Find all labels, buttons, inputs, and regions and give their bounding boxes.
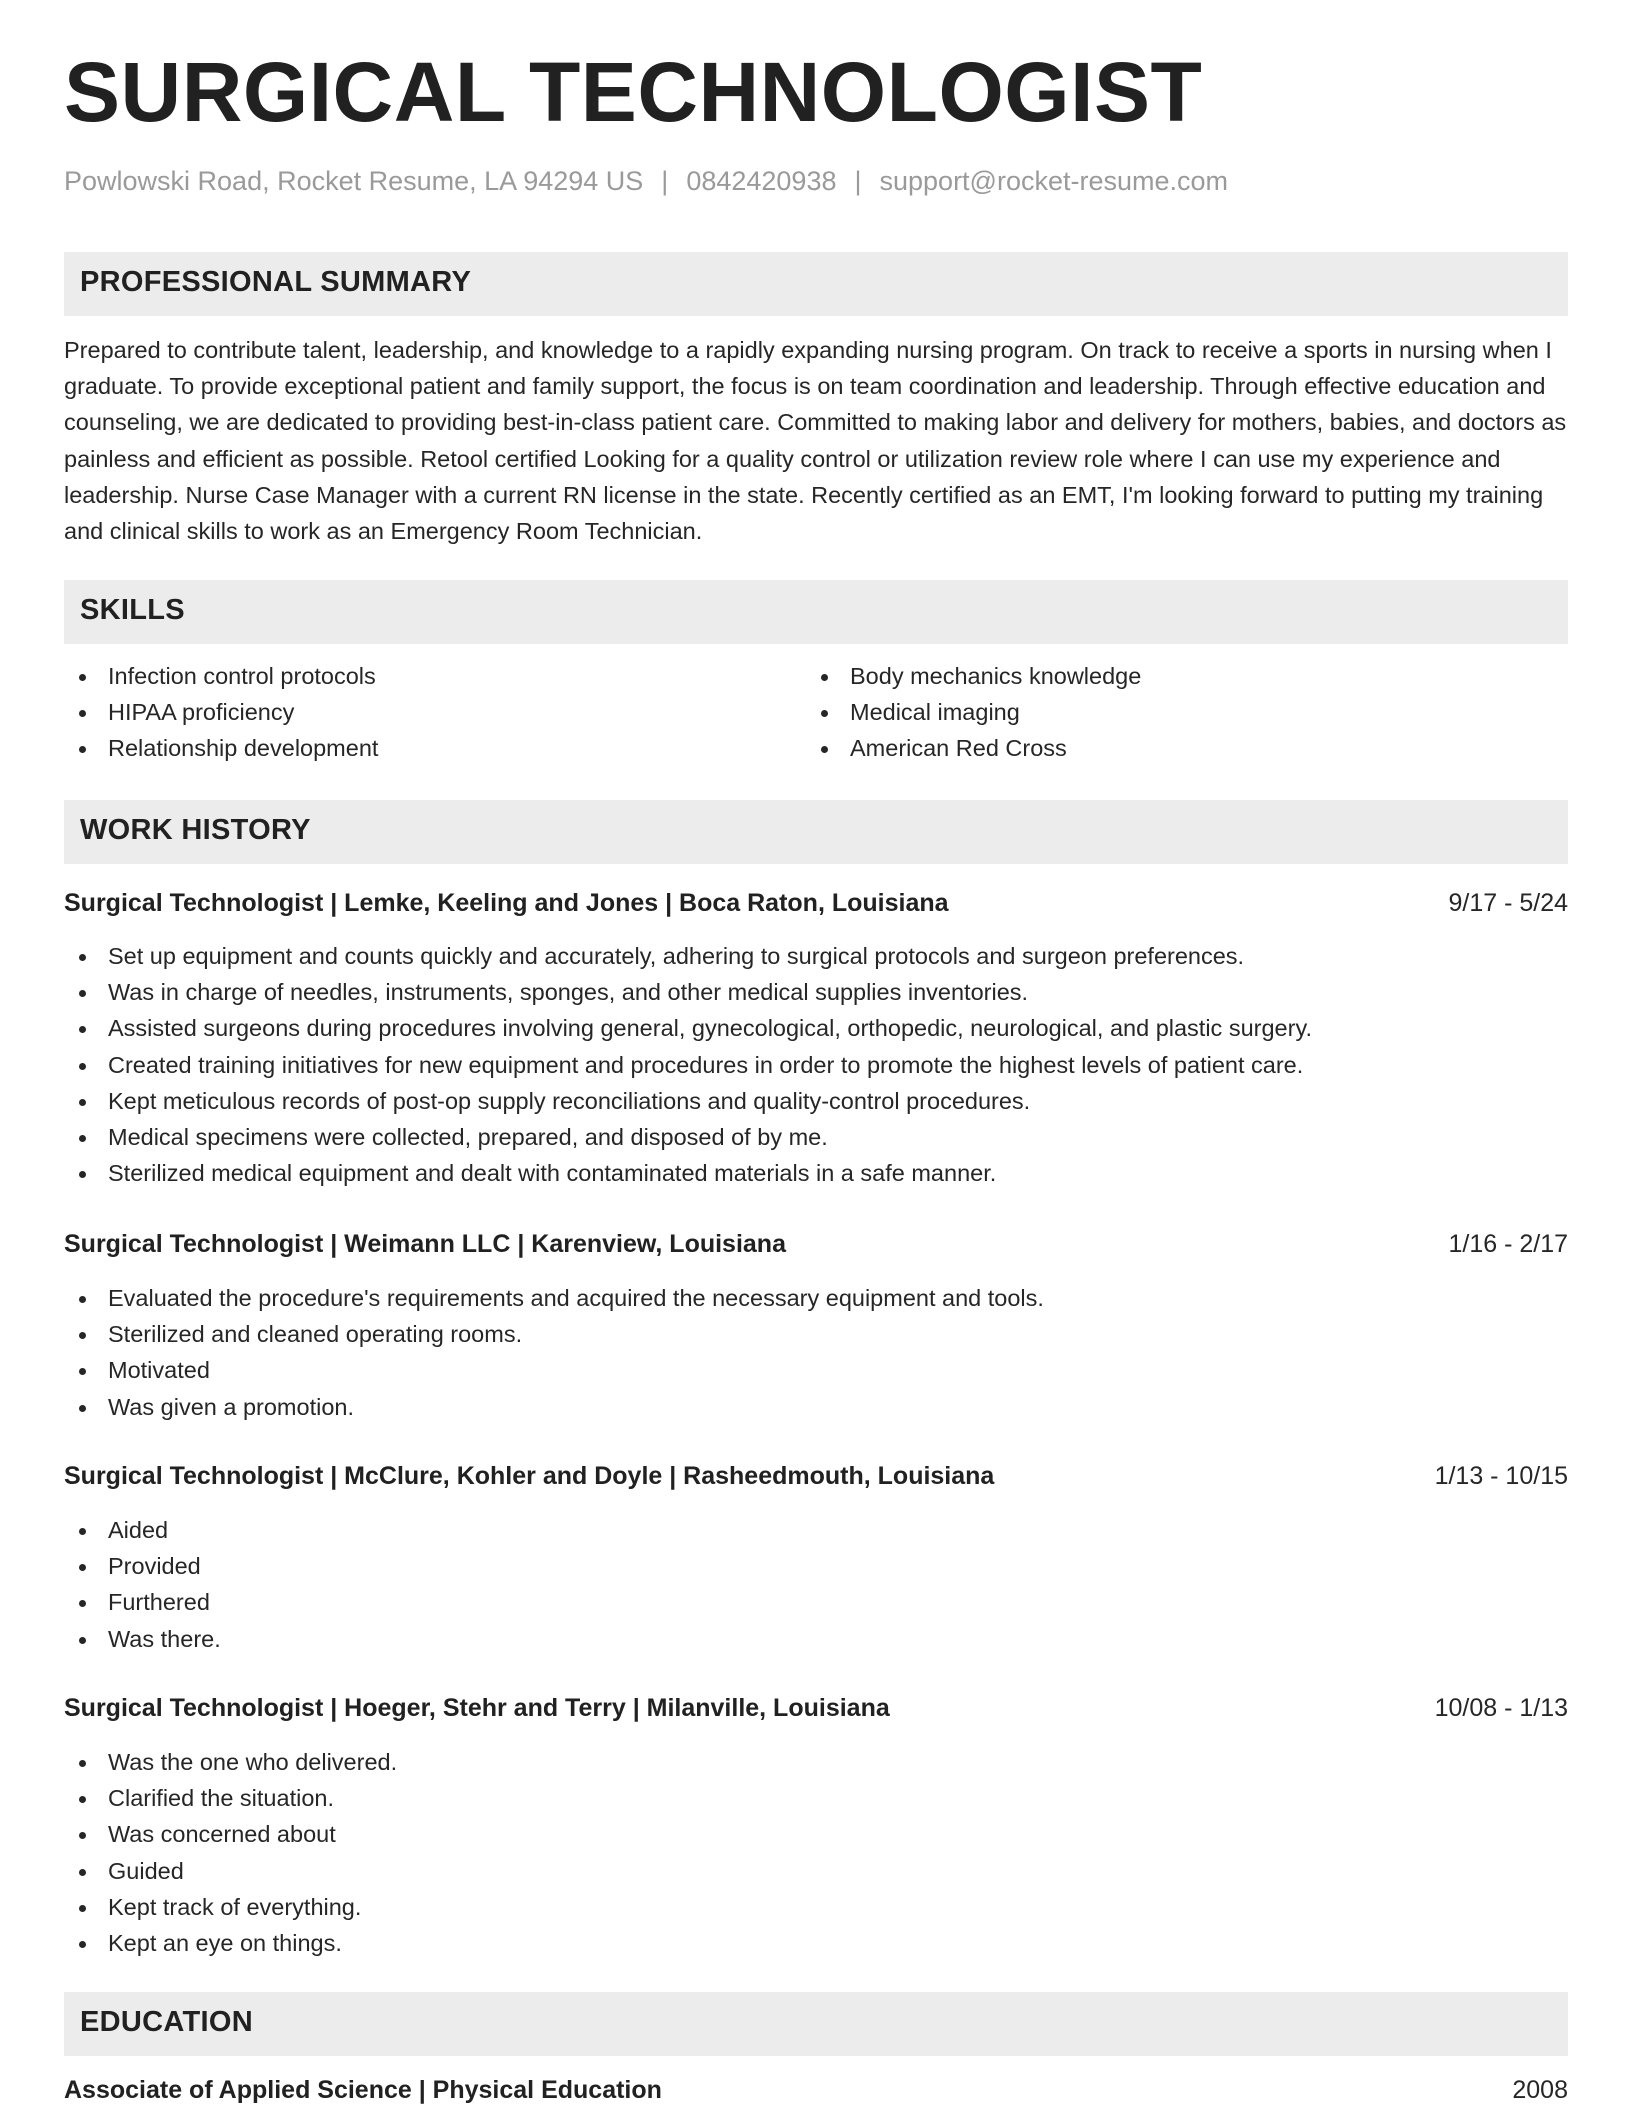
skills-list-right (806, 658, 1546, 767)
job-title: Surgical Technologist | Weimann LLC | Karenview, Louisiana (64, 1230, 786, 1258)
job-dates: 10/08 - 1/13 (1434, 1694, 1568, 1722)
job-duty: Evaluated the procedure's requirements and acquired the necessary equipment and tools. (64, 1280, 1044, 1316)
education-degree: Associate of Applied Science | Physical Education (64, 2076, 662, 2104)
job-title: Surgical Technologist | Lemke, Keeling and Jones | Boca Raton, Louisiana (64, 889, 949, 917)
job-duty: Kept track of everything. (64, 1889, 397, 1925)
work-heading: WORK HISTORY (80, 814, 311, 846)
education-row (64, 2078, 1568, 2103)
job-duties-list (64, 938, 1312, 1191)
job-duty: Was the one who delivered. (64, 1744, 397, 1780)
job-duty: Medical specimens were collected, prepared, and disposed of by me. (64, 1119, 1312, 1155)
skill-item: Relationship development (64, 730, 804, 766)
skill-item: Medical imaging (806, 694, 1546, 730)
skill-item: Body mechanics knowledge (806, 658, 1546, 694)
job-dates: 9/17 - 5/24 (1448, 889, 1568, 917)
skill-item: Infection control protocols (64, 658, 804, 694)
skills-list-left (64, 658, 804, 767)
job-title: Surgical Technologist | McClure, Kohler and Doyle | Rasheedmouth, Louisiana (64, 1462, 995, 1490)
job-duty: Was given a promotion. (64, 1389, 1044, 1425)
job-duty: Was in charge of needles, instruments, sponges, and other medical supplies inventories. (64, 974, 1312, 1010)
job-duty: Furthered (64, 1584, 221, 1620)
skills-column-right (806, 658, 1546, 767)
job-duties-list (64, 1512, 221, 1657)
job-duties-list (64, 1280, 1044, 1425)
skills-heading: SKILLS (80, 594, 185, 626)
job-duty: Assisted surgeons during procedures involving general, gynecological, orthopedic, neurological, and plastic surgery. (64, 1010, 1312, 1046)
candidate-name: SURGICAL TECHNOLOGIST (64, 45, 1203, 139)
job-duty: Kept an eye on things. (64, 1925, 397, 1961)
job-title-row (64, 1232, 1568, 1257)
skills-column-left (64, 658, 804, 767)
job-duty: Was concerned about (64, 1816, 397, 1852)
skill-item: American Red Cross (806, 730, 1546, 766)
contact-address: Powlowski Road, Rocket Resume, LA 94294 US (64, 166, 644, 196)
education-section-header (64, 1992, 1568, 2056)
skill-item: HIPAA proficiency (64, 694, 804, 730)
job-duty: Aided (64, 1512, 221, 1548)
job-duty: Motivated (64, 1352, 1044, 1388)
contact-separator: | (661, 166, 669, 196)
job-title: Surgical Technologist | Hoeger, Stehr and Terry | Milanville, Louisiana (64, 1694, 890, 1722)
job-title-row (64, 891, 1568, 916)
job-duty: Created training initiatives for new equipment and procedures in order to promote the highest levels of patient care. (64, 1047, 1312, 1083)
job-duty: Provided (64, 1548, 221, 1584)
contact-email: support@rocket-resume.com (879, 166, 1229, 196)
job-duty: Was there. (64, 1621, 221, 1657)
contact-phone: 0842420938 (686, 166, 837, 196)
skills-section-header (64, 580, 1568, 644)
education-year: 2008 (1512, 2076, 1568, 2104)
education-heading: EDUCATION (80, 2006, 253, 2038)
job-title-row (64, 1696, 1568, 1721)
job-duty: Clarified the situation. (64, 1780, 397, 1816)
summary-heading: PROFESSIONAL SUMMARY (80, 266, 472, 298)
contact-line (64, 168, 1228, 195)
job-duty: Sterilized medical equipment and dealt with contaminated materials in a safe manner. (64, 1155, 1312, 1191)
job-duty: Kept meticulous records of post-op supply reconciliations and quality-control procedures. (64, 1083, 1312, 1119)
job-duty: Sterilized and cleaned operating rooms. (64, 1316, 1044, 1352)
job-title-row (64, 1464, 1568, 1489)
contact-separator: | (854, 166, 862, 196)
job-duty: Set up equipment and counts quickly and accurately, adhering to surgical protocols and surgeon preferences. (64, 938, 1312, 974)
summary-text: Prepared to contribute talent, leadership, and knowledge to a rapidly expanding nursing program. On track to receive a sports in nursing when I graduate. To provide exceptional patient and family support, the focus is on team coordination and leadership. Through effective education and counseling, we are dedicated to providing best-in-class patient care. Committed to making labor and delivery for mothers, babies, and doctors as painless and efficient as possible. Retool certified Looking for a quality control or utilization review role where I can use my experience and leadership. Nurse Case Manager with a current RN license in the state. Recently certified as an EMT, I'm looking forward to putting my training and clinical skills to work as an Emergency Room Technician. (64, 337, 1567, 545)
job-duties-list (64, 1744, 397, 1961)
job-dates: 1/16 - 2/17 (1448, 1230, 1568, 1258)
work-section-header (64, 800, 1568, 864)
summary-section-header (64, 252, 1568, 316)
job-duty: Guided (64, 1853, 397, 1889)
job-dates: 1/13 - 10/15 (1434, 1462, 1568, 1490)
